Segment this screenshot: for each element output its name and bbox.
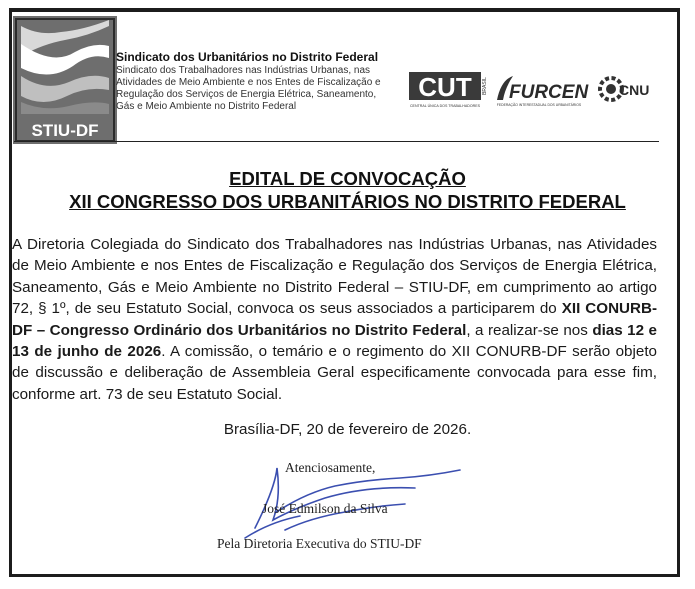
stiu-df-logo [13, 16, 117, 144]
notice-subtitle: XII CONGRESSO DOS URBANITÁRIOS NO DISTRITO FEDERAL [69, 191, 626, 212]
partner-logos [397, 70, 662, 110]
notice-title: EDITAL DE CONVOCAÇÃO [229, 168, 466, 189]
furcen-logo [497, 76, 590, 107]
cnu-label: CNU [619, 82, 650, 98]
org-name: Sindicato dos Urbanitários no Distrito Federal [116, 50, 379, 64]
body-part-1: A Diretoria Colegiada do Sindicato dos Trabalhadores nas Indústrias Urbanas, nas Atividades de Meio Ambiente e nos Entes de Fiscalização e Regulação dos Serviços de Energia Elétrica, Saneamento, Gás e Meio Ambiente no Distrito Federal – STIU-DF, em cumprimento ao artigo 72, § 1º, de seu Estatuto Social, convoca os seus associados a participarem do [12, 236, 657, 318]
signer-office: Pela Diretoria Executiva do STIU-DF [217, 536, 422, 551]
furcen-label: FURCEN [509, 82, 589, 103]
org-block [116, 50, 406, 113]
body-congress-name: XII CONURB-DF – Congresso Ordinário dos Urbanitários no Distrito Federal [12, 300, 658, 339]
cut-side-label: BRASIL [482, 77, 488, 95]
body-part-2: , a realizar-se nos [466, 321, 593, 339]
signer-name: José Edmilson da Silva [262, 501, 388, 516]
cut-label: CUT [418, 72, 472, 102]
dateline: Brasília-DF, 20 de fevereiro de 2026. [223, 421, 472, 438]
org-description: Sindicato dos Trabalhadores nas Indústrias Urbanas, nas Atividades de Meio Ambiente e nos Entes de Fiscalização e Regulação dos Serviços de Energia Elétrica, Saneamento, Gás e Meio Ambiente no Distrito Federal [116, 65, 381, 112]
body-congress-dates: dias 12 e 13 de junho de 2026 [12, 321, 657, 361]
header-divider [14, 141, 659, 142]
cnu-logo [600, 78, 649, 100]
notice-body [12, 234, 657, 405]
furcen-caption: FEDERAÇÃO INTERESTADUAL DOS URBANITÁRIOS [496, 103, 582, 107]
logo-text: STIU-DF [31, 121, 99, 140]
closing-text: Atenciosamente, [285, 460, 376, 475]
cut-caption: CENTRAL ÚNICA DOS TRABALHADORES [409, 104, 481, 108]
body-part-3: . A comissão, o temário e o regimento do XII CONURB-DF serão objeto de discussão e deliberação de Assembleia Geral especificamente convocada para esse fim, conforme art. 73 de seu Estatuto Social. [12, 343, 657, 403]
cut-logo [409, 72, 488, 108]
